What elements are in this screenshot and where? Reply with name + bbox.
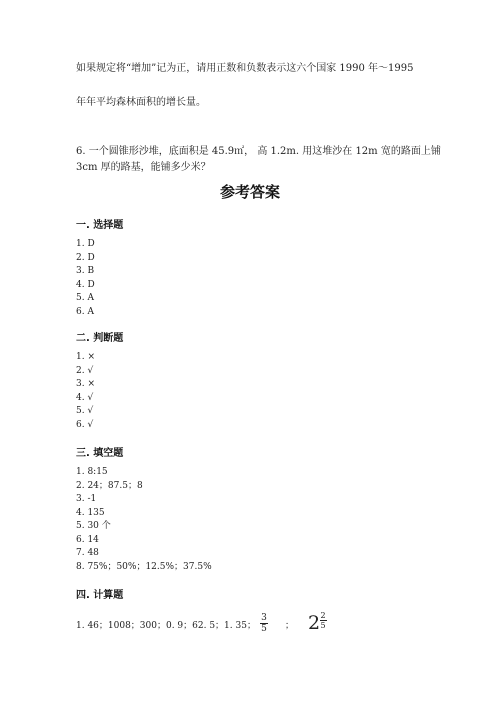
list-item: 2. D (76, 252, 95, 263)
section-heading-calc: 四. 计算题 (76, 590, 124, 601)
question-6-line1: 6. 一个圆锥形沙堆，底面积是 45.9㎡， 高 1.2m. 用这堆沙在 12m 宽的路面上铺 (76, 146, 441, 157)
calc-answer-line: 1. 46；1008；300；0. 9；62. 5；1. 35； (76, 621, 256, 631)
list-item: 8. 75%；50%；12.5%；37.5% (76, 561, 212, 572)
list-item: 5. 30 个 (76, 521, 111, 531)
list-item: 3. -1 (76, 494, 97, 504)
list-item: 2. √ (76, 365, 94, 376)
section-heading-judge: 二. 判断题 (76, 333, 124, 344)
list-item: 3. × (76, 379, 95, 389)
list-item: 1. D (76, 239, 95, 249)
list-item: 6. √ (76, 419, 94, 430)
list-item: 3. B (76, 266, 95, 276)
choice-answer-list (76, 238, 95, 319)
mixed-number-fraction (319, 611, 327, 630)
fraction-numerator: 2 (320, 611, 326, 620)
fraction-denominator: 5 (261, 624, 267, 634)
list-item: 1. × (76, 352, 95, 362)
section-heading-fill: 三. 填空题 (76, 448, 124, 459)
list-item: 4. 135 (76, 507, 105, 518)
list-item: 2. 24；87.5；8 (76, 480, 143, 491)
mixed-number-whole: 2 (308, 612, 321, 634)
list-item: 6. 14 (76, 534, 99, 545)
answer-key-title: 参考答案 (219, 183, 280, 201)
fraction-three-fifths (259, 613, 269, 634)
section-heading-choice: 一. 选择题 (76, 220, 124, 231)
fraction-numerator: 3 (261, 613, 267, 623)
question-6-line2: 3cm 厚的路基，能铺多少米？ (76, 162, 211, 173)
list-item: 6. A (76, 306, 94, 317)
list-item: 5. A (76, 293, 94, 303)
fill-answer-list (76, 466, 212, 574)
fraction-denominator: 5 (320, 621, 326, 630)
list-item: 7. 48 (76, 548, 99, 558)
list-item: 4. √ (76, 392, 94, 403)
calc-separator: ； (285, 621, 295, 631)
judge-answer-list (76, 351, 95, 432)
problem-text-line2: 年年平均森林面积的增长量。 (76, 97, 206, 108)
problem-text-line1: 如果规定将“增加”记为正，请用正数和负数表示这六个国家 1990 年～1995 (76, 63, 414, 74)
list-item: 4. D (76, 279, 95, 290)
list-item: 1. 8:15 (76, 467, 108, 477)
list-item: 5. √ (76, 406, 94, 416)
